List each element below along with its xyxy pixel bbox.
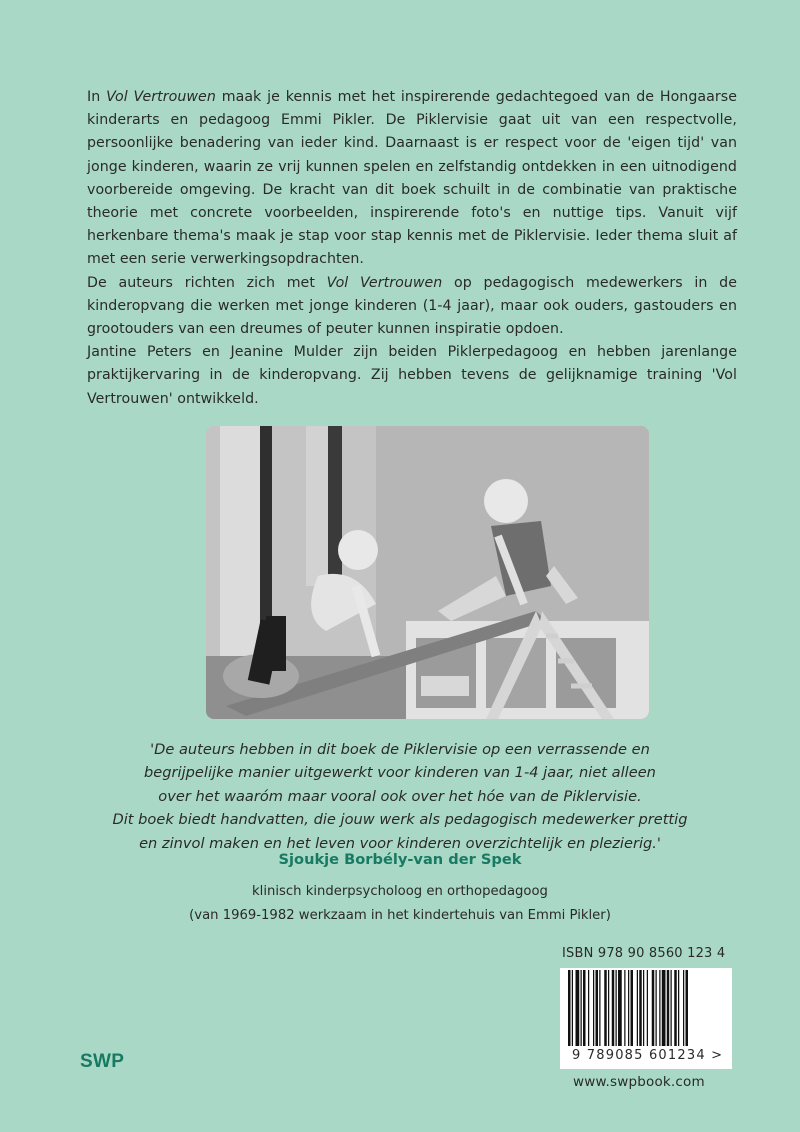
quote-author: Sjoukje Borbély-van der Spek	[278, 851, 522, 868]
barcode-bar	[674, 970, 677, 1046]
barcode-bar	[572, 970, 573, 1046]
quote-line: en zinvol maken en het leven voor kinderen overzichtelijk en plezierig.'	[139, 834, 661, 852]
barcode-bar	[637, 970, 638, 1046]
barcode-bar	[593, 970, 594, 1046]
barcode-bar	[686, 970, 689, 1046]
barcode-bar	[616, 970, 617, 1046]
blurb-text: maak je kennis met het inspirerende gedachtegoed van de Hongaarse kinderarts en pedagoog Emmi Pikler. De Piklervisie gaat uit van een respectvolle, persoonlijke benadering van ieder kind. Daarnaast is er respect voor de 'eigen tijd' van jonge kinderen, waarin ze vrij kunnen spelen en zelfstandig ontdekken in een uitnodigend voorbereide omgeving. De kracht van dit boek schuilt in de combinatie van praktische theorie met concrete voorbeelden, inspirerende foto's en nuttige tips. Vanuit vijf herkenbare thema's maak je stap voor stap kennis met de Piklervisie. Ieder thema sluit af met een serie verwerkingsopdrachten.	[87, 89, 737, 268]
barcode-bar	[568, 970, 571, 1046]
blurb-text: Jantine Peters en Jeanine Mulder zijn beiden Piklerpedagoog en hebben jarenlange praktijkervaring in de kinderopvang. Zij hebben tevens de gelijknamige training 'Vol Vertrouwen' ontwikkeld.	[87, 344, 737, 407]
quote-line: over het waaróm maar vooral ook over het hóe van de Piklervisie.	[158, 787, 642, 805]
blurb-text: De auteurs richten zich met	[87, 274, 327, 291]
barcode-bar	[656, 970, 657, 1046]
photo-illustration	[206, 426, 649, 719]
barcode-bar	[604, 970, 607, 1046]
barcode-bar	[647, 970, 648, 1046]
barcode-bar	[683, 970, 684, 1046]
book-title: Vol Vertrouwen	[326, 274, 443, 291]
barcode-bar	[576, 970, 580, 1046]
publisher-logo: SWP	[80, 1051, 125, 1072]
isbn-label: ISBN 978 90 8560 123 4	[562, 946, 726, 961]
barcode-bar	[588, 970, 589, 1046]
barcode-bar	[581, 970, 582, 1046]
barcode-bar	[662, 970, 666, 1046]
barcode-bar	[618, 970, 622, 1046]
barcode-bar	[608, 970, 609, 1046]
website-link[interactable]: www.swpbook.com	[573, 1074, 705, 1090]
back-cover-blurb	[87, 86, 737, 411]
author-note: (van 1969-1982 werkzaam in het kindertehuis van Emmi Pikler)	[189, 908, 611, 923]
barcode-digits: 9 789085 601234 >	[572, 1048, 724, 1063]
barcode-bar	[678, 970, 679, 1046]
children-climbing-photo	[206, 426, 649, 719]
quote-line: 'De auteurs hebben in dit boek de Piklervisie op een verrassende en	[150, 741, 650, 758]
quote-line: Dit boek biedt handvatten, die jouw werk als pedagogisch medewerker prettig	[112, 811, 688, 829]
blurb-paragraph-1	[87, 86, 737, 272]
quote-line: begrijpelijke manier uitgewerkt voor kinderen van 1-4 jaar, niet alleen	[144, 764, 656, 782]
barcode-bar	[643, 970, 644, 1046]
endorsement-quote	[80, 738, 720, 855]
barcode-bar	[624, 970, 625, 1046]
barcode-bar	[667, 970, 670, 1046]
blurb-paragraph-2	[87, 272, 737, 342]
barcode-bar	[659, 970, 660, 1046]
barcode-bar	[628, 970, 629, 1046]
author-credentials	[80, 880, 720, 928]
blurb-text: op pedagogisch medewerkers in de kinderopvang die werken met jonge kinderen (1-4 jaar), maar ook ouders, gastouders en grootouders van een dreumes of peuter kunnen inspiratie opdoen.	[87, 274, 737, 338]
barcode-bar	[599, 970, 600, 1046]
barcode-bar	[652, 970, 655, 1046]
barcode-bar	[596, 970, 599, 1046]
blurb-paragraph-3	[87, 341, 737, 411]
barcode-bar	[671, 970, 672, 1046]
book-title: Vol Vertrouwen	[106, 89, 216, 105]
barcode-bar	[612, 970, 615, 1046]
barcode-bar	[631, 970, 634, 1046]
barcode-bars	[560, 968, 732, 1048]
author-role: klinisch kinderpsycholoog en orthopedagoog	[252, 884, 548, 899]
blurb-text: In	[87, 89, 107, 105]
barcode-bar	[583, 970, 586, 1046]
barcode-bar	[639, 970, 642, 1046]
